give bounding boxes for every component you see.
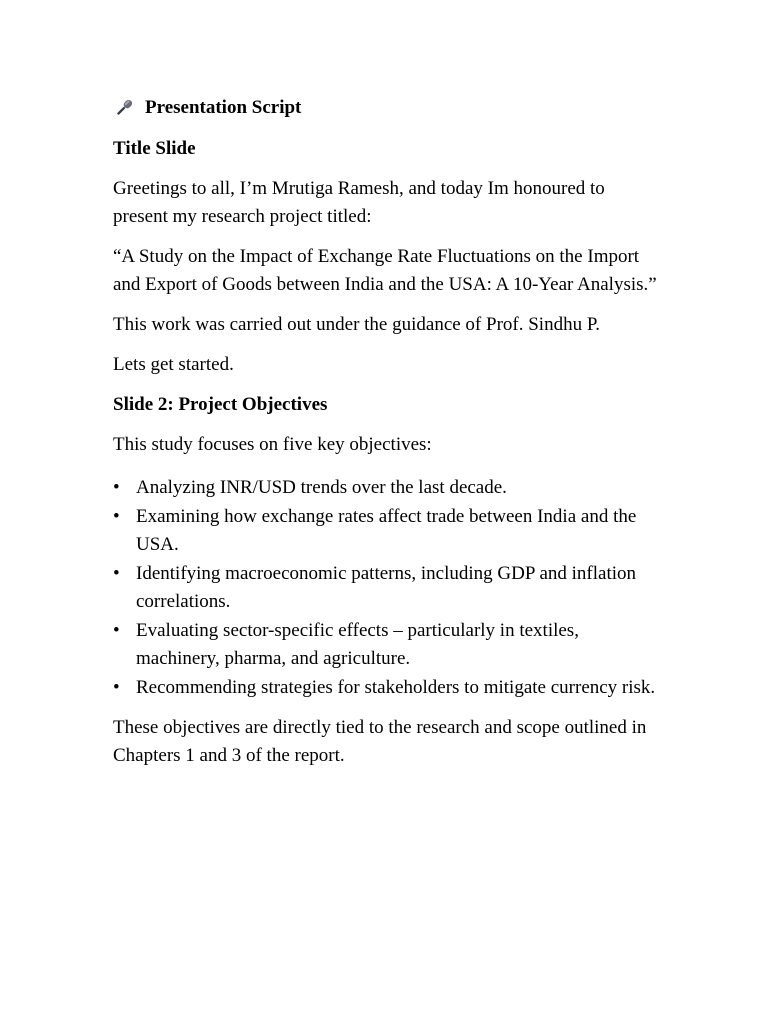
closing-paragraph: These objectives are directly tied to the research and scope outlined in Chapters 1 and 3 of the report. [113,717,647,766]
start-paragraph: Lets get started. [113,354,234,375]
objective-text: Examining how exchange rates affect trade between India and the USA. [136,506,637,555]
list-item [113,503,658,559]
bullet-marker: • [113,620,120,641]
bullet-marker: • [113,677,120,698]
section-heading-title-slide: Title Slide [113,138,196,159]
bullet-marker: • [113,563,120,584]
objectives-intro: This study focuses on five key objectives: [113,434,432,455]
list-item [113,560,658,616]
list-item [113,674,658,702]
document-page [113,94,658,782]
document-title-row [113,94,658,122]
project-title-paragraph: “A Study on the Impact of Exchange Rate Fluctuations on the Import and Export of Goods between India and the USA: A 10-Year Analysis.” [113,246,657,295]
list-item [113,474,658,502]
bullet-marker: • [113,477,120,498]
objective-text: Identifying macroeconomic patterns, including GDP and inflation correlations. [136,563,637,612]
bullet-marker: • [113,506,120,527]
objectives-list [113,474,658,702]
list-item [113,617,658,673]
objective-text: Analyzing INR/USD trends over the last decade. [136,477,507,498]
guidance-paragraph: This work was carried out under the guidance of Prof. Sindhu P. [113,314,601,335]
section-heading-slide-2: Slide 2: Project Objectives [113,394,328,415]
objective-text: Recommending strategies for stakeholders to mitigate currency risk. [136,677,656,698]
microphone-icon [113,97,135,119]
document-title: Presentation Script [145,97,302,118]
greeting-paragraph: Greetings to all, I’m Mrutiga Ramesh, and today Im honoured to present my research project titled: [113,178,605,227]
objective-text: Evaluating sector-specific effects – particularly in textiles, machinery, pharma, and agriculture. [136,620,579,669]
